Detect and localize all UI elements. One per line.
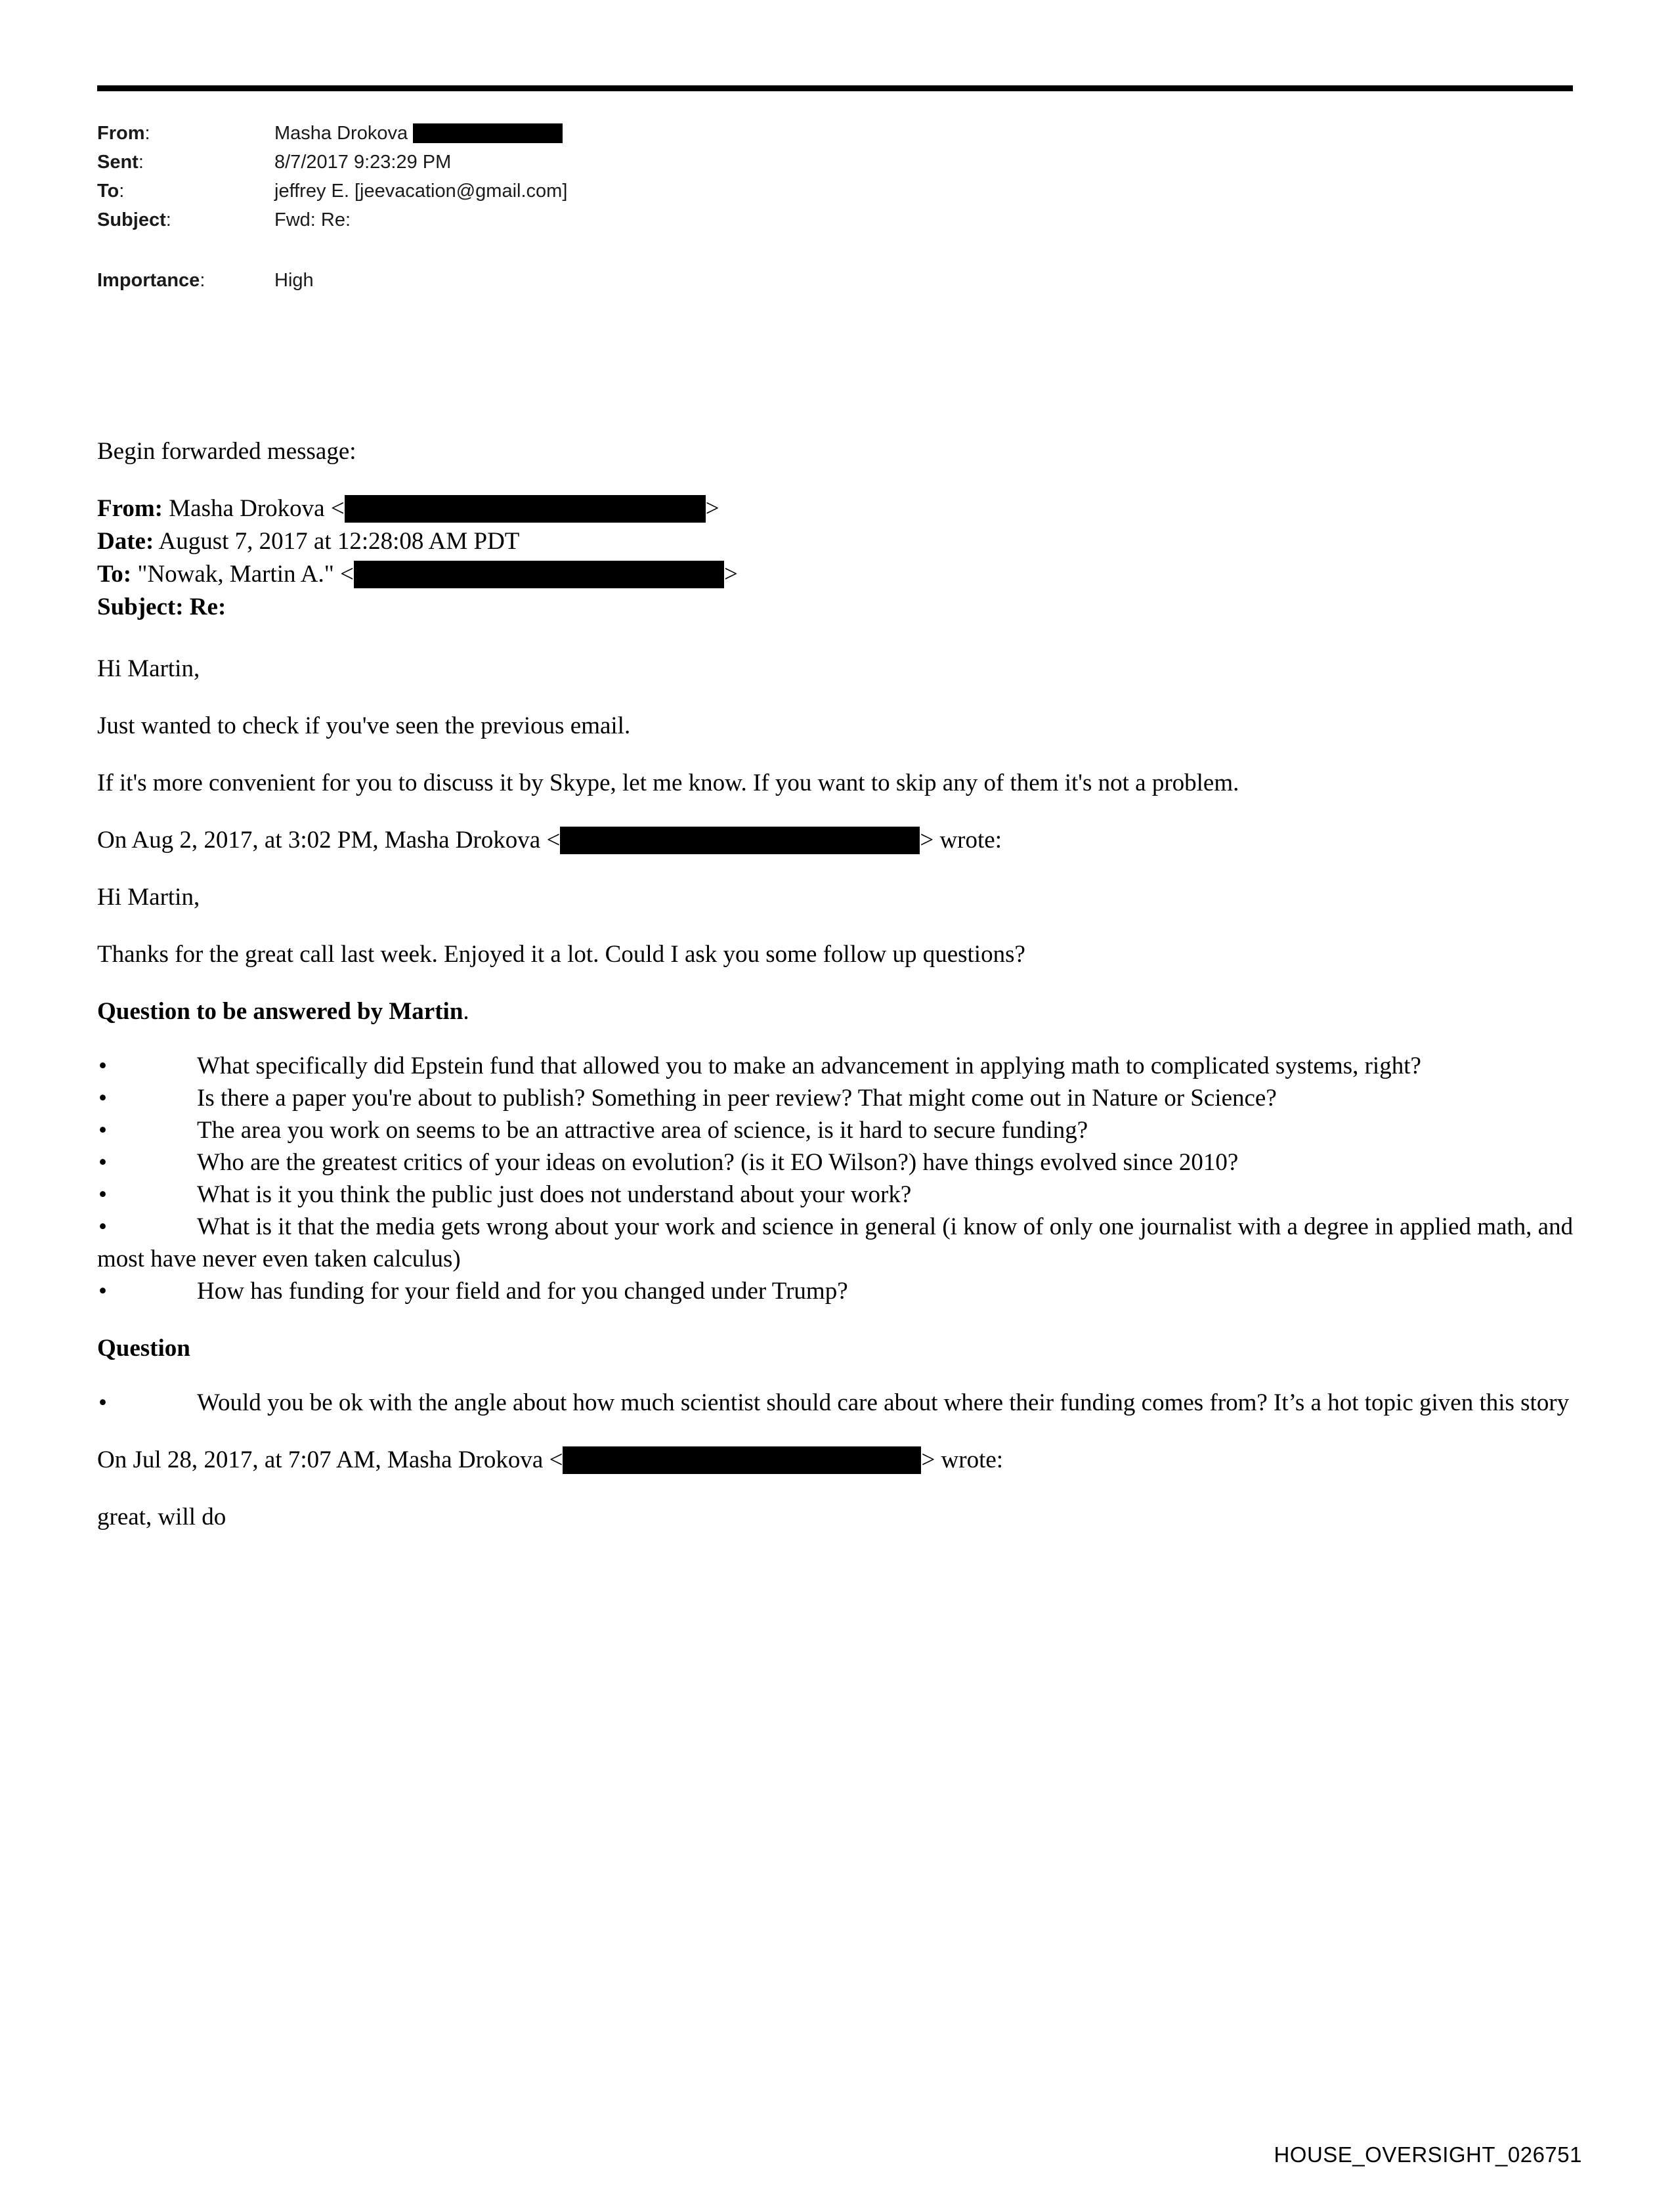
header-row-importance (97, 266, 1581, 295)
email-body (97, 435, 1581, 1533)
header-value-to-text: jeffrey E. [jeevacation@gmail.com] (274, 181, 568, 202)
bullet-dot-icon: • (98, 1149, 107, 1176)
quoted-line-aug2-post: > wrote: (920, 827, 1002, 854)
header-label-to: To: (97, 181, 125, 202)
redaction-bar-fwd-to (354, 561, 724, 588)
list-item-text: What is it that the media gets wrong about your work and science in general (i know of only one journalist with a degree in applied math, and most have never even taken calculus) (97, 1213, 1574, 1272)
header-label-subject: Subject: (97, 209, 171, 230)
forwarded-date-label: Date: (97, 528, 154, 555)
header-row-subject (97, 206, 1581, 234)
header-value-subject (274, 206, 1581, 234)
closing-line: great, will do (97, 1504, 226, 1530)
header-value-importance (274, 266, 1581, 295)
question-list-angle (97, 1387, 1581, 1419)
email-header-fields (97, 119, 1581, 295)
forwarded-date-line (97, 525, 1581, 558)
greeting-second: Hi Martin, (97, 884, 200, 911)
heading-question-for-martin-text: Question to be answered by Martin (97, 998, 463, 1025)
forwarded-date-value: August 7, 2017 at 12:28:08 AM PDT (154, 528, 520, 555)
bullet-dot-icon: • (98, 1278, 107, 1305)
paragraph-check-previous-email: Just wanted to check if you've seen the previous email. (97, 712, 631, 739)
redaction-bar-fwd-from (345, 495, 706, 523)
header-value-from (274, 119, 1581, 148)
forwarded-from-close: > (705, 495, 719, 522)
forwarded-subject-line (97, 591, 1581, 624)
header-row-from (97, 119, 1581, 148)
header-label-importance-text: Importance (97, 270, 200, 291)
header-label-to-text: To (97, 181, 119, 202)
header-value-to (274, 177, 1581, 206)
header-label-subject-text: Subject (97, 209, 166, 230)
quoted-line-jul28-post: > wrote: (921, 1446, 1004, 1473)
header-row-to (97, 177, 1581, 206)
forwarded-message-header (97, 492, 1581, 624)
bullet-dot-icon: • (98, 1389, 107, 1416)
header-value-importance-text: High (274, 270, 314, 291)
bullet-dot-icon: • (98, 1085, 107, 1112)
list-item (97, 1387, 1581, 1419)
bullet-dot-icon: • (98, 1213, 107, 1240)
header-value-subject-text: Fwd: Re: (274, 209, 351, 230)
list-item-text: Would you be ok with the angle about how much scientist should care about where their funding comes from? It’s a hot topic given this story (197, 1389, 1570, 1416)
header-label-from: From: (97, 123, 150, 144)
list-item-text: How has funding for your field and for you changed under Trump? (197, 1278, 848, 1305)
list-item-text: What specifically did Epstein fund that allowed you to make an advancement in applying math to complicated systems, right? (197, 1052, 1421, 1079)
heading-question: Question (97, 1335, 190, 1362)
forwarded-to-line (97, 558, 1581, 591)
list-item (97, 1082, 1581, 1114)
list-item (97, 1114, 1581, 1146)
list-item-text: What is it you think the public just does not understand about your work? (197, 1181, 912, 1208)
heading-question-for-martin-period: . (463, 998, 469, 1025)
header-row-sent (97, 148, 1581, 177)
list-item (97, 1179, 1581, 1211)
header-label-sent: Sent: (97, 152, 144, 173)
header-label-sent-text: Sent (97, 152, 139, 173)
bullet-dot-icon: • (98, 1117, 107, 1144)
list-item-text: Who are the greatest critics of your ideas on evolution? (is it EO Wilson?) have things evolved since 2010? (197, 1149, 1239, 1176)
header-label-importance: Importance: (97, 270, 205, 291)
bates-number: HOUSE_OVERSIGHT_026751 (1274, 2142, 1582, 2167)
header-divider-rule (97, 85, 1573, 91)
redaction-bar-from (413, 123, 563, 143)
document-content (97, 85, 1581, 1558)
forwarded-to-value: "Nowak, Martin A." < (131, 561, 354, 588)
forwarded-subject-value: Re: (183, 594, 226, 620)
forwarded-from-line (97, 492, 1581, 525)
begin-forwarded-line: Begin forwarded message: (97, 438, 356, 465)
quoted-line-aug2 (97, 824, 1581, 856)
forwarded-from-value: Masha Drokova < (163, 495, 345, 522)
forwarded-to-close: > (723, 561, 738, 588)
question-list-martin (97, 1050, 1581, 1307)
greeting-first: Hi Martin, (97, 655, 200, 682)
redaction-bar-quote-aug2 (560, 827, 920, 854)
list-item-text: The area you work on seems to be an attractive area of science, is it hard to secure funding? (197, 1117, 1088, 1144)
list-item (97, 1275, 1581, 1307)
quoted-line-aug2-pre: On Aug 2, 2017, at 3:02 PM, Masha Drokova < (97, 827, 561, 854)
quoted-line-jul28-pre: On Jul 28, 2017, at 7:07 AM, Masha Drokova < (97, 1446, 563, 1473)
header-value-sent (274, 148, 1581, 177)
list-item (97, 1050, 1581, 1082)
heading-question-for-martin (97, 995, 1581, 1028)
forwarded-subject-label: Subject: (97, 594, 184, 620)
paragraph-thanks-call: Thanks for the great call last week. Enjoyed it a lot. Could I ask you some follow up questions? (97, 941, 1025, 968)
list-item-text: Is there a paper you're about to publish? Something in peer review? That might come out in Nature or Science? (197, 1085, 1277, 1112)
paragraph-skype-offer: If it's more convenient for you to discuss it by Skype, let me know. If you want to skip any of them it's not a problem. (97, 770, 1239, 796)
bullet-dot-icon: • (98, 1181, 107, 1208)
quoted-line-jul28 (97, 1444, 1581, 1476)
forwarded-to-label: To: (97, 561, 132, 588)
list-item (97, 1211, 1581, 1275)
header-spacer (97, 234, 1581, 266)
header-label-from-text: From (97, 123, 145, 144)
forwarded-from-label: From: (97, 495, 163, 522)
header-value-sent-text: 8/7/2017 9:23:29 PM (274, 152, 452, 173)
redaction-bar-quote-jul28 (563, 1446, 921, 1474)
header-value-from-text: Masha Drokova (274, 123, 414, 144)
list-item (97, 1146, 1581, 1179)
bullet-dot-icon: • (98, 1052, 107, 1079)
